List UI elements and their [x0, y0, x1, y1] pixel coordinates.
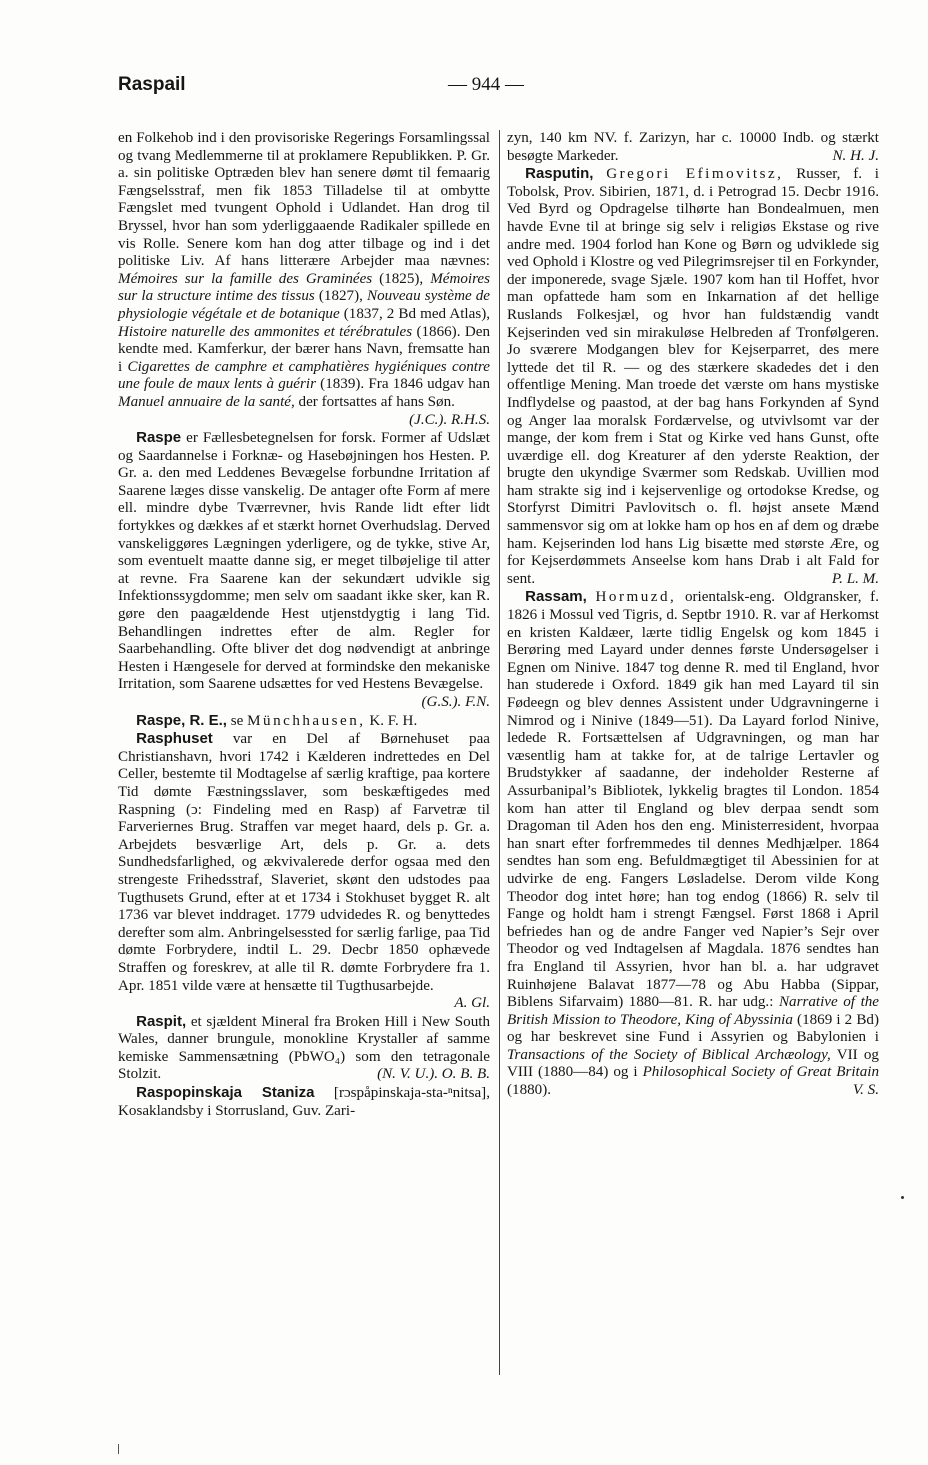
cross-reference: Münchhausen, — [247, 712, 366, 729]
body-text: var en Del af Børnehuset paa Christianshavn, hvori 1742 i Kælderen indrettedes en Del Celler, bestemte til Modtagelse af særlig kraftige, paa kortere Tid dømte Fæstningsslaver, som beskæftigedes med Raspning (ↄ: Findeling med en Rasp) af Farvetræ til Farveriernes Brug. Straffen var meget haard, dels p. Gr. a. Arbejdets besværlige Art, dels p. Gr. a. dets Sundhedsfarlighed, og ækvivalerede derfor ogsaa med den strengeste Frihedsstraf, Slaveriet, skønt den udstodes paa Tugthusets Grund, efter at et 1734 i Stokhuset bygget R. alt 1736 var blevet inddraget. 1779 udvidedes R. og benyttedes derefter som alm. Anbringelsessted for særlig farlige, paa Tid dømte Forbrydere, indtil L. 29. Decbr 1850 ophævede Straffen og foreskrev, at alle til R. dømte Forbrydere fra 1. Apr. 1851 vilde være at hensætte til Tugthusarbejde. — [118, 731, 490, 994]
entry-raspe — [118, 429, 490, 710]
entry-raspopinskaja — [118, 1084, 490, 1120]
body-text: (1869 i 2 Bd) og har beskrevet sine Fund i Assyrien og Babylonien i — [507, 1011, 879, 1046]
body-text: (1839). Fra 1846 udgav han — [320, 376, 490, 393]
body-text: (1866). Den kendte med. Kamferkur, der bærer hans Navn, fremsatte han i — [118, 323, 490, 375]
work-title: Transactions of the Society of Biblical Archæology, — [507, 1046, 831, 1063]
author-signature: (G.S.). F.N. — [421, 694, 490, 710]
person-name: Hormuzd, — [595, 589, 677, 606]
work-title: Mémoires sur la structure intime des tissus — [118, 270, 490, 305]
author-signature: N. H. J. — [832, 147, 879, 164]
work-title: Histoire naturelle des ammonites et térébratules — [118, 323, 413, 340]
body-text: Russer, f. i Tobolsk, Prov. Sibirien, 1871, d. i Petrograd 15. Decbr 1916. Ved Byrd og Opdragelse tilhørte han Bondealmuen, men havde Evne til at bringe sig selv i religiøs Ekstase og rive andre med. 1904 forlod han Kone og Børn og udviklede sig ved Ophold i Klostre og ved Pilegrimsrejser til en Forkynder, der imponerede, svage Sjæle. 1907 kom han til Hoffet, hvor man opfattede ham som en Inkarnation af det hellige Ruslands Folkesjæl, og hvor han fuldstændig vandt Kejserinden ved sin mirakuløse Helbreden af Tronfølgeren. Jo sværere Modgangen blev for Kejserparret, des mere lyttede det til R. — og des stærkere skadedes det i den offentlige Mening. Man troede det værste om hans mystiske Indflydelse og paastod, at der bag hans Forkynden af Synd og Anger laa moralsk Fordærvelse, og utvivlsomt var der mange, der kom frem i Stat og Kirke ved hans Gunst, ofte uværdige ell. dog Kreaturer af den yderste Reaktion, der brugte den ukyndige Sværmer som Redskab. Uvillien mod ham strakte sig ind i kejservenlige og ortodokse Kredse, og Storfyrst Dimitri Pavlovitsch o. fl. højst ansete Mænd sammensvor sig om at lokke ham op hos en af dem og dræbe ham. Kejserinden lod hans Lig bisætte med største Ære, og for Kejserdømmets Anseelse kom hans Drab i alt Fald for sent. — [507, 166, 879, 587]
entry-headword: Raspit, — [136, 1012, 187, 1030]
page-header — [118, 70, 878, 104]
entry-raspopinskaja-continuation — [507, 130, 879, 165]
scan-mark — [118, 1444, 119, 1454]
entry-headword: Rassam, — [525, 588, 587, 606]
entry-raspe-re — [118, 712, 490, 731]
entry-headword: Raspopinskaja Staniza — [136, 1084, 315, 1102]
body-text: zyn, 140 km NV. f. Zarizyn, har c. 10000 Indb. og stærkt besøgte Markeder. — [507, 130, 879, 164]
entry-headword: Raspe — [136, 429, 182, 447]
author-signature: (N. V. U.). O. B. B. — [377, 1066, 490, 1083]
body-text: (1880). — [507, 1082, 552, 1099]
work-title: Narrative of the British Mission to Theodore, King of Abyssinia — [507, 994, 880, 1028]
entry-rassam — [507, 588, 879, 1099]
entry-rasputin — [507, 165, 879, 588]
body-text: en Folkehob ind i den provisoriske Regerings Forsamlingssal og tvang Medlemmerne til at proklamere Republikken. P. Gr. a. sin politiske Optræden blev han senere dømt til femaarig Fængselsstraf, men fik 1853 Tilladelse til at ombytte Fængslet med tvungent Ophold i Udlandet. Han drog til Bryssel, hvor han som yderliggaaende Radikaler spillede en vis Rolle. Senere kom han dog atter tilbage og ind i det politiske Liv. Af hans litterære Arbejder maa nævnes: — [118, 130, 490, 270]
entry-raspit — [118, 1013, 490, 1084]
author-signature: (J.C.). R.H.S. — [409, 411, 490, 428]
author-signature: A. Gl. — [454, 995, 490, 1012]
body-text: (1827), — [318, 288, 363, 305]
page-number: — 944 — — [448, 74, 524, 95]
entry-rasphuset — [118, 730, 490, 1012]
entry-headword: Rasphuset — [136, 730, 213, 748]
work-title: Philosophical Society of Great Britain — [642, 1064, 880, 1081]
entry-raspail-continuation — [118, 130, 491, 428]
author-signature: P. L. M. — [831, 570, 879, 587]
margin-dot — [901, 1196, 904, 1199]
body-text: VII og VIII (1880—84) og i — [507, 1046, 879, 1081]
body-text: se — [230, 712, 244, 729]
body-text: [rɔspåpinskaja-sta-ⁿnitsa], Kosaklandsby i Storrusland, Guv. Zari- — [118, 1085, 490, 1119]
work-title: Mémoires sur la famille des Graminées — [118, 270, 373, 287]
body-text: (1825), — [379, 270, 424, 287]
work-title: Cigarettes de camphre et camphatières hygiéniques contre une foule de maux lents à guérir — [118, 358, 490, 393]
author-signature: V. S. — [852, 1082, 879, 1099]
author-signature: K. F. H. — [369, 712, 418, 729]
left-column — [118, 130, 490, 1120]
running-headword: Raspail — [118, 74, 186, 95]
body-text: et sjældent Mineral fra Broken Hill i New South Wales, danner brungule, monokline Krystaller af samme kemiske Sammensætning (PbWO₄) som den tetragonale Stolzit. — [118, 1013, 490, 1083]
entry-headword: Raspe, R. E., — [136, 711, 227, 729]
person-name: Gregori Efimovitsz, — [606, 166, 784, 183]
text-columns — [118, 130, 880, 1370]
body-text: orientalsk-eng. Oldgransker, f. 1826 i Mossul ved Tigris, d. Septbr 1910. R. var af Herkomst en kristen Kaldæer, lærte tidlig Engelsk og kom 1845 i Berøring med Layard under dennes første Undersøgelser i Egnen om Ninive. 1847 tog denne R. med til England, hvor han studerede i Oxford. 1849 gik han med Layard til sin Fødeegn og blev dennes Assistent under Udgravningerne i Nimrod og i Ninive (1849—51). Da Layard forlod Ninive, ledede R. Fortsættelsen af Udgravningen, og man har væsentlig ham at takke for, at de talrige Lertavler og Brudstykker af saadanne, der indeholder Resterne af Assurbanipal’s Bibliotek, lykkelig bragtes til London. 1854 kom han atter til England og blev derpaa sendt som Dragoman til Aden hos den eng. Ministerresident, hvorpaa han snart efter forfremmedes til dennes Medhjælper. 1864 sendtes han som eng. Befuldmægtiget til Abessinien for at udvirke de eng. Fangers Løsladelse. Derom vilde Kong Theodor dog intet høre; han tog endog (1866) R. selv til Fange og holdt ham i strengt Fængsel. Først 1868 i April befriedes han og de andre Fanger ved Napier’s Sejr over Theodor og ved Indtagelsen af Magdala. 1876 sendtes han fra England til Assyrien, hvor han bl. a. har udgravet Ruinhøjene Balavat 1877—78 og Abu Habba (Sippar, Biblens Sifarvaim) 1880—81. R. har udg.: — [507, 589, 879, 1011]
body-text: er Fællesbetegnelsen for forsk. Former af Udslæt og Saardannelse i Forknæ- og Hasebøjningen hos Hesten. P. Gr. a. den med Leddenes Bevægelse forbundne Irritation af Saarene læges disse vanskelig. De antager ofte Form af mere ell. mindre dybe Tværrevner, hvis Rande lidt efter lidt fortykkes og dækkes af et stærkt hornet Overhudslag. Derved vanskeliggøres Lægningen yderligere, og de tykke, stive Ar, som eventuelt maatte danne sig, er meget tilbøjelige til atter at revne. Fra Saarene kan der sekundært udvikle sig Infektionssygdomme; men selv om saadant ikke sker, kan R. gøre den paagældende Hest utjenstdygtig i lang Tid. Behandlingen indrettes efter de alm. Regler for Saarbehandling. Ofte bliver det dog nødvendigt at anbringe Hesten i Hængesele for derved at formindske den mekaniske Irritation, som Saarene udsættes for ved Hestens Bevægelse. — [118, 430, 490, 693]
work-title: Nouveau système de physiologie végétale et de botanique — [118, 288, 491, 322]
body-text: (1837, 2 Bd med Atlas), — [343, 305, 491, 322]
body-text: der fortsattes af hans Søn. — [298, 393, 455, 410]
work-title: Manuel annuaire de la santé, — [118, 393, 295, 410]
column-divider — [499, 130, 500, 1375]
entry-headword: Rasputin, — [525, 165, 594, 183]
right-column — [507, 130, 879, 1100]
